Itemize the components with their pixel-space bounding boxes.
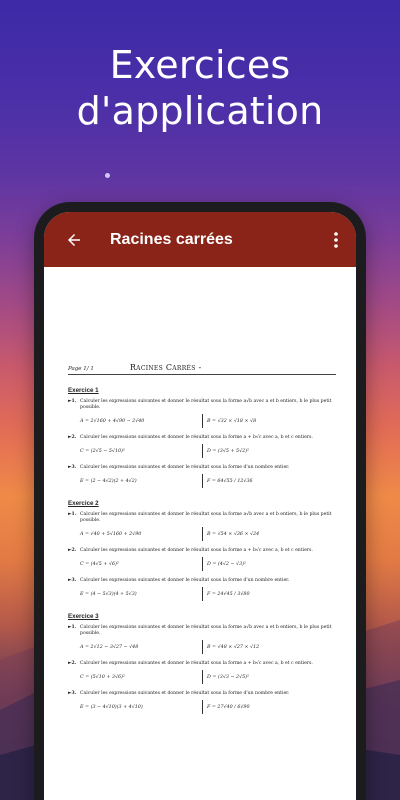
question-text: Calculer les expressions suivantes et donner le résultat sous la forme d'un nombre entier.: [80, 465, 290, 470]
equation-left: C = (4√5 + √6)²: [80, 561, 119, 567]
exercise-block: [68, 500, 336, 601]
exercise-title: Exercice 2: [68, 500, 99, 507]
equation-right: D = (3√3 − 2√5)²: [207, 674, 249, 680]
overflow-menu-button[interactable]: [328, 226, 344, 254]
equation-row: [80, 414, 336, 428]
equation-right: F = 27√40 / 6√90: [207, 704, 250, 710]
equation-row: [80, 670, 336, 684]
promo-headline: [0, 42, 400, 134]
question-text: Calculer les expressions suivantes et donner le résultat sous la forme a + b√c avec a, b et c entiers.: [80, 661, 313, 666]
question-number: ►2.: [68, 548, 77, 553]
equation-row: [80, 700, 336, 714]
question: [68, 465, 336, 471]
question-text: Calculer les expressions suivantes et donner le résultat sous la forme a + b√c avec a, b et c entiers.: [80, 435, 313, 440]
exercise-title: Exercice 1: [68, 387, 99, 394]
equation-divider: [202, 670, 203, 684]
question-number: ►1.: [68, 625, 77, 630]
equation-right: D = (4√2 − √3)²: [207, 561, 246, 567]
question: [68, 691, 336, 697]
equation-left: C = (2√5 − 5√10)²: [80, 448, 125, 454]
equation-left: C = (5√10 + 3√6)²: [80, 674, 125, 680]
question: [68, 661, 336, 667]
equation-right: B = √32 × √18 × √8: [207, 418, 257, 424]
question-text: Calculer les expressions suivantes et donner le résultat sous la forme a√b avec a et b entiers, b le plus petit possible.: [80, 625, 332, 636]
equation-row: [80, 587, 336, 601]
exercise-list: [58, 387, 342, 714]
promo-line-1: Exercices: [109, 43, 291, 87]
phone-frame: [34, 202, 366, 800]
question-number: ►3.: [68, 691, 77, 696]
equation-divider: [202, 700, 203, 714]
exercise-block: [68, 613, 336, 714]
question: [68, 548, 336, 554]
question-text: Calculer les expressions suivantes et donner le résultat sous la forme a√b avec a et b entiers, b le plus petit possible.: [80, 512, 332, 523]
page-title: Racines Carrés -: [129, 363, 202, 372]
question-text: Calculer les expressions suivantes et donner le résultat sous la forme a√b avec a et b entiers, b le plus petit possible.: [80, 399, 332, 410]
equation-row: [80, 557, 336, 571]
question: [68, 512, 336, 524]
promo-line-2: d'application: [76, 89, 324, 133]
question: [68, 399, 336, 411]
equation-left: A = 2√12 − 3√27 − √48: [80, 644, 139, 650]
equation-divider: [202, 444, 203, 458]
back-button[interactable]: [60, 226, 88, 254]
equation-divider: [202, 414, 203, 428]
more-vert-icon: [333, 231, 339, 249]
equation-row: [80, 527, 336, 541]
equation-left: A = √40 + 5√160 + 2√90: [80, 531, 142, 537]
question: [68, 625, 336, 637]
equation-right: D = (3√5 + 5√2)²: [207, 448, 249, 454]
app-title: Racines carrées: [110, 230, 233, 248]
arrow-left-icon: [65, 231, 83, 249]
equation-left: E = (2 − 4√2)(2 + 4√2): [80, 478, 137, 484]
equation-left: E = (4 − 5√3)(4 + 5√3): [80, 591, 137, 597]
equation-right: F = 24√45 / 3√80: [207, 591, 250, 597]
question-text: Calculer les expressions suivantes et donner le résultat sous la forme d'un nombre entier.: [80, 691, 290, 696]
question-number: ►3.: [68, 578, 77, 583]
exercise-title: Exercice 3: [68, 613, 99, 620]
question: [68, 435, 336, 441]
question: [68, 578, 336, 584]
phone-screen: [44, 212, 356, 800]
equation-divider: [202, 587, 203, 601]
equation-divider: [202, 640, 203, 654]
equation-row: [80, 444, 336, 458]
question-number: ►3.: [68, 465, 77, 470]
app-bar: [44, 212, 356, 267]
equation-right: B = √54 × √36 × √24: [207, 531, 260, 537]
pdf-document[interactable]: [44, 267, 356, 800]
question-text: Calculer les expressions suivantes et donner le résultat sous la forme d'un nombre entier.: [80, 578, 290, 583]
equation-right: F = 64√55 / 12√36: [207, 478, 253, 484]
question-number: ►1.: [68, 512, 77, 517]
equation-row: [80, 640, 336, 654]
decor-star: [105, 173, 110, 178]
question-number: ►2.: [68, 661, 77, 666]
equation-divider: [202, 557, 203, 571]
page-header: [68, 363, 336, 375]
equation-right: B = √48 × √27 × √12: [207, 644, 260, 650]
equation-row: [80, 474, 336, 488]
equation-divider: [202, 527, 203, 541]
equation-left: E = (3 − 4√10)(3 + 4√10): [80, 704, 143, 710]
question-number: ►2.: [68, 435, 77, 440]
question-text: Calculer les expressions suivantes et donner le résultat sous la forme a + b√c avec a, b et c entiers.: [80, 548, 313, 553]
page-number: Page 1/ 1: [68, 366, 94, 372]
question-number: ►1.: [68, 399, 77, 404]
equation-left: A = 2√160 + 4√90 − 2√40: [80, 418, 145, 424]
equation-divider: [202, 474, 203, 488]
exercise-block: [68, 387, 336, 488]
